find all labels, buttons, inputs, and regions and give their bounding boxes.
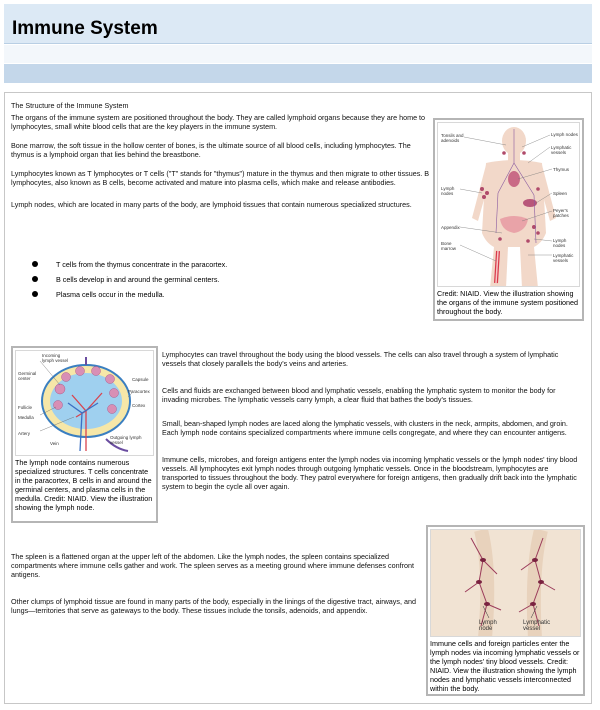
label-bone-marrow: Bone marrow	[441, 241, 457, 251]
label-outgoing-lymph-vessel: Outgoing lymph vessel	[110, 435, 142, 445]
paragraph: Lymphocytes can travel throughout the body using the blood vessels. The cells can also travel through a system of lymphatic vessels that closely parallels the body's veins and arteries.	[162, 350, 559, 368]
figure-caption: The lymph node contains numerous specialized structures. T cells concentrate in the paracortex, B cells in and around the germinal centers, and plasma cells in the medulla. Credit: NIAID. View the illustration showing the lymph node.	[15, 458, 153, 512]
paragraph: Small, bean-shaped lymph nodes are laced along the lymphatic vessels, with clusters in the neck, armpits, abdomen, and groin. Each lymph node contains specialized compartments where immune cells congregate, and where they can encounter antigens.	[162, 419, 568, 437]
bullet-icon	[32, 291, 38, 297]
label-follicle: Follicle	[18, 405, 33, 410]
paragraph: Lymphocytes known as T lymphocytes or T cells ("T" stands for "thymus") mature in the thymus and then migrate to other tissues. B lymphocytes, also known as B cells, become activated and mature into plasma cells, which make and release antibodies.	[11, 169, 430, 187]
paragraph: Bone marrow, the soft tissue in the hollow center of bones, is the ultimate source of all blood cells, including lymphocytes. The thymus is a lymphoid organ that lies behind the breastbone.	[11, 141, 411, 159]
section-2-text	[162, 350, 582, 491]
bullet-icon	[32, 261, 38, 267]
list-item-text: B cells develop in and around the germinal centers.	[56, 275, 220, 284]
label-tonsils: Tonsils and adenoids	[441, 133, 464, 143]
list-item	[32, 260, 412, 269]
figure-caption: Immune cells and foreign particles enter the lymph nodes via incoming lymphatic vessels or the lymph nodes' tiny blood vessels. Credit: NIAID. View the illustration showing the lymph nodes and lymphatic vessels interconnected within the body.	[430, 639, 580, 693]
label-appendix: Appendix	[441, 225, 460, 230]
page-header	[4, 4, 592, 44]
label-lymph-node: Lymph node	[479, 620, 497, 632]
list-item-text: Plasma cells occur in the medulla.	[56, 290, 165, 299]
section-3-text	[11, 552, 421, 615]
paragraph: Lymph nodes, which are located in many parts of the body, are lymphoid tissues that contain numerous specialized structures.	[11, 200, 412, 209]
figure-lymph-vessels	[426, 525, 585, 696]
label-lymphatic-vessel: Lymphatic vessel	[523, 620, 551, 632]
bullet-icon	[32, 276, 38, 282]
label-lymphatic-vessels-lower: Lymphatic vessels	[553, 253, 574, 263]
figure-caption: Credit: NIAID. View the illustration showing the organs of the immune system positioned throughout the body.	[437, 289, 579, 316]
label-peyers-patches: Peyer's patches	[553, 208, 569, 218]
label-vein: Vein	[50, 441, 59, 446]
nav-band	[4, 64, 592, 83]
paragraph: Immune cells, microbes, and foreign antigens enter the lymph nodes via incoming lymphatic vessels or the lymph nodes' tiny blood vessels. All lymphocytes exit lymph nodes through outgoing lymphatic vessels. Once in the bloodstream, lymphocytes are transported to tissues throughout the body. They patrol everywhere for foreign antigens, then gradually drift back into the lymphatic system to begin the cycle all over again.	[162, 455, 578, 491]
section-heading: The Structure of the Immune System	[11, 101, 129, 110]
section-1-text	[11, 101, 431, 209]
label-capsule: Capsule	[132, 377, 149, 382]
list-item	[32, 275, 412, 284]
label-thymus: Thymus	[553, 167, 570, 172]
list-item-text: T cells from the thymus concentrate in the paracortex.	[56, 260, 228, 269]
paragraph: The spleen is a flattened organ at the upper left of the abdomen. Like the lymph nodes, the spleen contains specialized compartments where immune cells gather and work. The spleen serves as a meeting ground where immune defenses confront antigens.	[11, 552, 414, 579]
label-paracortex: Paracortex	[128, 389, 150, 394]
label-spleen: Spleen	[553, 191, 568, 196]
label-germinal-center: Germinal center	[18, 371, 37, 381]
label-cortex: Cortex	[132, 403, 146, 408]
label-lymph-nodes-lower: Lymph nodes	[553, 238, 567, 248]
lymph-node-illustration[interactable]	[15, 350, 154, 456]
header-spacer	[4, 45, 592, 63]
paragraph: The organs of the immune system are positioned throughout the body. They are called lymphoid organs because they are home to lymphocytes, small white blood cells that are the key players in the immune system.	[11, 113, 426, 131]
bullet-list	[32, 260, 412, 305]
immune-organs-illustration[interactable]	[437, 122, 580, 287]
label-lymphatic-vessels: Lymphatic vessels	[551, 145, 572, 155]
figure-lymph-node	[11, 346, 158, 523]
list-item	[32, 290, 412, 299]
figure-immune-organs	[433, 118, 584, 321]
label-medulla: Medulla	[18, 415, 34, 420]
label-artery: Artery	[18, 431, 31, 436]
lymph-vessels-illustration[interactable]	[430, 529, 581, 637]
label-incoming-lymph-vessel: Incoming lymph vessel	[42, 353, 69, 363]
page-title: Immune System	[12, 18, 158, 39]
paragraph: Cells and fluids are exchanged between blood and lymphatic vessels, enabling the lymphatic system to monitor the body for invading microbes. The lymphatic vessels carry lymph, a clear fluid that bathes the body's tissues.	[162, 386, 556, 404]
paragraph: Other clumps of lymphoid tissue are found in many parts of the body, especially in the linings of the digestive tract, airways, and lungs—territories that serve as gateways to the body. These tissues include the tonsils, adenoids, and appendix.	[11, 597, 416, 615]
label-lymph-nodes-left: Lymph nodes	[441, 186, 455, 196]
label-lymph-nodes: Lymph nodes	[551, 132, 578, 137]
